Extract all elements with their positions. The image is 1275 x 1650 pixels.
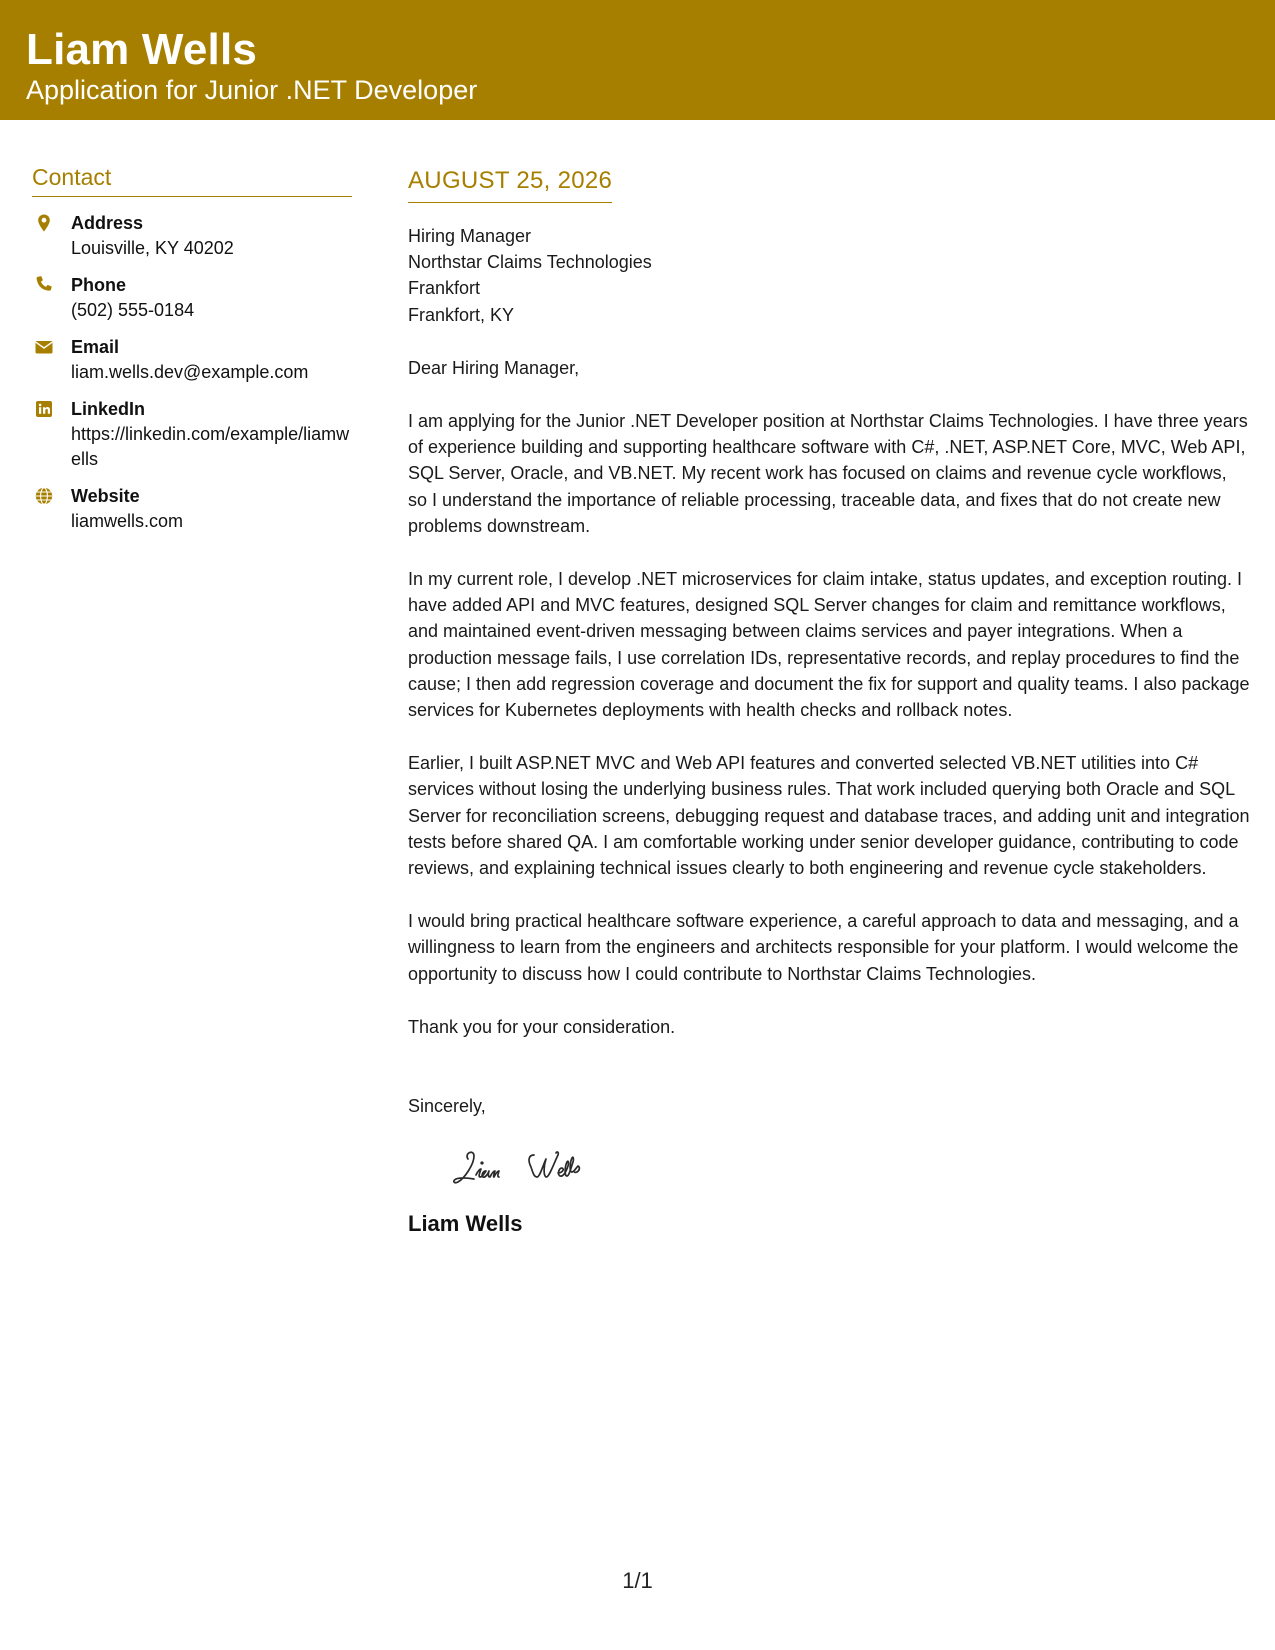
phone-value: (502) 555-0184 [71,300,195,320]
linkedin-label: LinkedIn [71,399,146,419]
handwritten-signature [446,1141,656,1197]
closing: Sincerely, [408,1096,486,1117]
letter-body [408,164,1250,1239]
linkedin-icon [34,399,54,419]
website-label: Website [71,486,140,506]
recipient-line: Northstar Claims Technologies [408,252,652,273]
website-value[interactable]: liamwells.com [71,511,184,531]
letter-paragraph: Thank you for your consideration. [408,1016,676,1037]
contact-website [32,484,352,534]
contact-phone [32,273,352,323]
applicant-name: Liam Wells [26,25,258,74]
letter-date: AUGUST 25, 2026 [408,164,612,203]
letter-paragraph: Earlier, I built ASP.NET MVC and Web API features and converted selected VB.NET utilities into C# services without losing the underlying business rules. That work included querying both Oracle and SQL Server for reconciliation screens, debugging request and database traces, and adding unit and integration tests before shared QA. I am comfortable working under senior developer guidance, contributing to code reviews, and explaining technical issues clearly to both engineering and revenue cycle stakeholders. [408,753,1250,879]
envelope-icon [34,337,54,357]
recipient-line: Frankfort [408,278,481,299]
letter-paragraph: I am applying for the Junior .NET Developer position at Northstar Claims Technologies. I have three years of experience building and supporting healthcare software with C#, .NET, ASP.NET Core, MVC, Web API, SQL Server, Oracle, and VB.NET. My recent work has focused on claims and revenue cycle workflows, so I understand the importance of reliable processing, traceable data, and fixes that do not create new problems downstream. [408,411,1248,536]
contact-heading: Contact [32,160,352,197]
contact-sidebar [32,160,352,546]
address-value: Louisville, KY 40202 [71,238,234,258]
letter-paragraph: I would bring practical healthcare software experience, a careful approach to data and messaging, and a willingness to learn from the engineers and architects responsible for your platform. I would welcome the opportunity to discuss how I could contribute to Northstar Claims Technologies. [408,911,1239,984]
email-label: Email [71,337,120,357]
salutation: Dear Hiring Manager, [408,357,580,378]
application-subtitle: Application for Junior .NET Developer [26,75,478,105]
phone-label: Phone [71,275,127,295]
recipient-line: Hiring Manager [408,226,532,246]
globe-icon [34,486,54,506]
email-value: liam.wells.dev@example.com [71,362,309,382]
address-label: Address [71,213,144,233]
location-pin-icon [34,213,54,233]
recipient-block [408,223,1250,328]
letter-paragraph: In my current role, I develop .NET microservices for claim intake, status updates, and exception routing. I have added API and MVC features, designed SQL Server changes for claim and remittance workflows, and maintained event-driven messaging between claims services and payer integrations. When a production message fails, I use correlation IDs, representative records, and replay procedures to find the cause; I then add regression coverage and document the fix for support and quality teams. I also package services for Kubernetes deployments with health checks and rollback notes. [408,569,1250,721]
recipient-line: Frankfort, KY [408,304,515,325]
contact-linkedin [32,397,352,472]
page-number: 1/1 [622,1568,653,1593]
signer-name: Liam Wells [408,1211,523,1237]
phone-icon [34,275,54,295]
linkedin-value[interactable]: https://linkedin.com/example/liamwells [71,424,350,469]
contact-email [32,335,352,385]
contact-address [32,211,352,261]
page-header [0,0,1275,120]
